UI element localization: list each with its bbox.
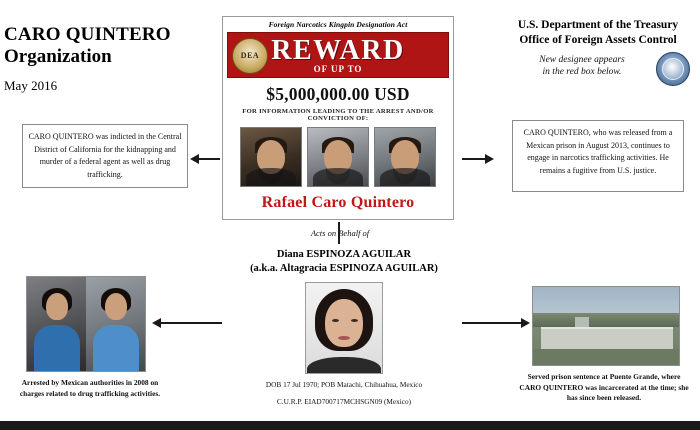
callout-indictment: CARO QUINTERO was indicted in the Central District of California for the kidnapping and murder of a federal agent as well as drug trafficking.: [22, 124, 188, 188]
org-title-line1: CARO QUINTERO: [4, 24, 171, 45]
arrest-caption: Arrested by Mexican authorities in 2008 on charges related to drug trafficking activities.: [19, 378, 161, 398]
designee-aka: (a.k.a. Altagracia ESPINOZA AGUILAR): [250, 263, 438, 274]
reward-word: REWARD: [271, 35, 405, 66]
footer-bar: [0, 421, 700, 430]
new-designee-note-line1: New designee appears: [539, 55, 625, 65]
arrest-photo-left: [27, 277, 86, 371]
mugshot-photo-2: [307, 127, 369, 187]
document-date: May 2016: [4, 78, 58, 93]
arrow-to-prison-photo: [462, 322, 522, 324]
arrow-to-right-callout: [462, 158, 486, 160]
dea-badge-icon: DEA: [232, 38, 268, 74]
arrest-right-torso: [93, 325, 139, 371]
designee-curp: C.U.R.P. EIAD700717MCHSGN09 (Mexico): [276, 396, 412, 406]
prison-ridge: [533, 313, 679, 327]
mugshot-2-body: [313, 168, 363, 187]
arrest-photo-pair: [26, 276, 146, 372]
reward-amount: $5,000,000.00 USD: [266, 84, 410, 104]
mugshot-3-body: [380, 168, 430, 187]
reward-up-to: OF UP TO: [313, 64, 363, 74]
treasury-office-line: Office of Foreign Assets Control: [519, 34, 677, 46]
reward-poster: [222, 16, 454, 220]
portrait-eye-left: [332, 319, 339, 322]
prison-ground: [533, 349, 679, 365]
treasury-department-line: U.S. Department of the Treasury: [517, 19, 679, 31]
treasury-seal-inner: [662, 58, 684, 80]
arrow-to-arrest-photos: [160, 322, 222, 324]
arrest-left-face: [46, 293, 68, 320]
org-title-line2: Organization: [4, 46, 112, 67]
page-title: [4, 24, 214, 94]
designee-dob-pob: DOB 17 Jul 1970; POB Matachi, Chihuahua, Mexico: [265, 380, 423, 389]
new-designee-note-line2: in the red box below.: [542, 67, 622, 77]
designee-card: [236, 248, 452, 407]
arrest-right-face: [105, 293, 127, 320]
kingpin-act-label: Foreign Narcotics Kingpin Designation Act: [268, 20, 408, 29]
prison-photo: [532, 286, 680, 366]
mugshot-row: [223, 127, 453, 187]
prison-wall: [541, 327, 673, 351]
mugshot-photo-1: [240, 127, 302, 187]
portrait-eye-right: [351, 319, 358, 322]
callout-fugitive-status: CARO QUINTERO, who was released from a Mexican prison in August 2013, continues to engage in narcotics trafficking activities. He remains a fugitive from U.S. justice.: [512, 120, 684, 192]
reward-info-line: FOR INFORMATION LEADING TO THE ARREST AND/OR CONVICTION OF:: [242, 108, 434, 122]
acts-on-behalf-label: Acts on Behalf of: [310, 228, 370, 238]
designee-portrait-photo: [305, 282, 383, 374]
mugshot-1-body: [246, 168, 296, 187]
arrest-photo-right: [86, 277, 145, 371]
arrest-left-torso: [34, 325, 80, 371]
portrait-lips: [338, 336, 350, 340]
new-designee-note: [516, 54, 648, 78]
prison-caption: Served prison sentence at Puente Grande, where CARO QUINTERO was incarcerated at the time; she has since been released.: [519, 372, 689, 402]
portrait-shoulders: [307, 357, 381, 374]
designee-name: Diana ESPINOZA AGUILAR: [276, 249, 412, 260]
arrow-to-left-callout: [198, 158, 220, 160]
subject-name: Rafael Caro Quintero: [261, 194, 415, 211]
mugshot-photo-3: [374, 127, 436, 187]
reward-banner: [227, 32, 449, 78]
treasury-heading: [500, 18, 696, 48]
treasury-seal-icon: [656, 52, 690, 86]
